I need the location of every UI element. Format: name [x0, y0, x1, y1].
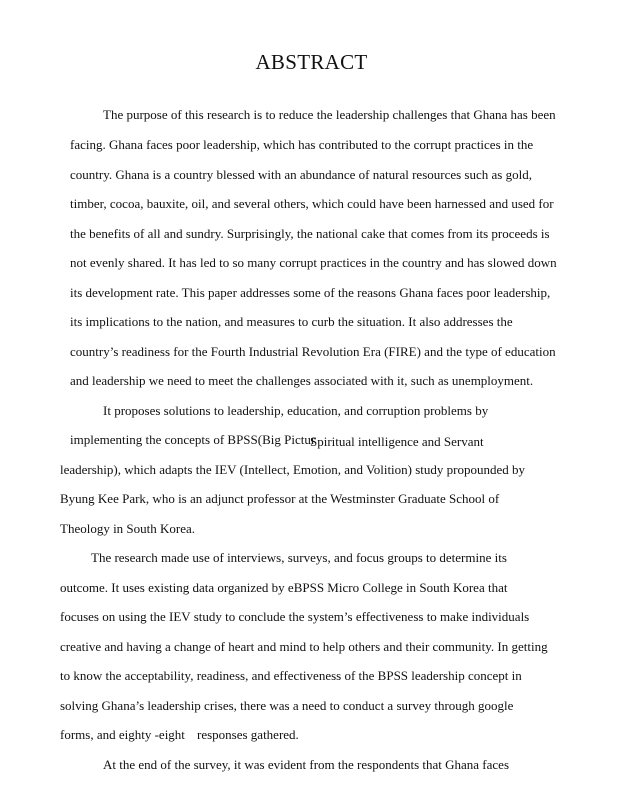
text-line: its implications to the nation, and measures to curb the situation. It also addresses the [70, 314, 513, 329]
text-line: the benefits of all and sundry. Surprisingly, the national cake that comes from its proceeds is [70, 226, 550, 241]
text-line: Theology in South Korea. [60, 521, 196, 536]
text-line: solving Ghana’s leadership crises, there was a need to conduct a survey through google [60, 698, 514, 713]
text-line: country. Ghana is a country blessed with an abundance of natural resources such as gold, [70, 167, 532, 182]
text-line: facing. Ghana faces poor leadership, which has contributed to the corrupt practices in the [70, 137, 534, 152]
text-line: leadership), which adapts the IEV (Intellect, Emotion, and Volition) study propounded by [60, 462, 526, 477]
text-line: outcome. It uses existing data organized by eBPSS Micro College in South Korea that [60, 580, 508, 595]
text-line: Byung Kee Park, who is an adjunct professor at the Westminster Graduate School of [60, 491, 500, 506]
text-line: forms, and eighty -eight [60, 727, 185, 742]
text-line: focuses on using the IEV study to conclude the system’s effectiveness to make individuals [60, 609, 530, 624]
text-line: creative and having a change of heart and mind to help others and their community. In getting [60, 639, 548, 654]
text-line: The purpose of this research is to reduce the leadership challenges that Ghana has been [103, 107, 556, 122]
text-line: Spiritual intelligence and Servant [310, 434, 484, 449]
text-line: country’s readiness for the Fourth Industrial Revolution Era (FIRE) and the type of education [70, 344, 556, 359]
text-line: It proposes solutions to leadership, education, and corruption problems by [103, 403, 489, 418]
text-line: to know the acceptability, readiness, and effectiveness of the BPSS leadership concept in [60, 668, 522, 683]
text-line: timber, cocoa, bauxite, oil, and several others, which could have been harnessed and used for [70, 196, 554, 211]
text-line: not evenly shared. It has led to so many corrupt practices in the country and has slowed down [70, 255, 557, 270]
text-line: implementing the concepts of BPSS(Big Pictur [70, 432, 316, 447]
page-title: ABSTRACT [255, 50, 368, 74]
text-line: At the end of the survey, it was evident from the respondents that Ghana faces [103, 757, 510, 772]
text-line: and leadership we need to meet the challenges associated with it, such as unemployment. [70, 373, 534, 388]
text-line: The research made use of interviews, surveys, and focus groups to determine its [91, 550, 507, 565]
text-line: responses gathered. [197, 727, 299, 742]
text-line: its development rate. This paper addresses some of the reasons Ghana faces poor leadership, [70, 285, 551, 300]
